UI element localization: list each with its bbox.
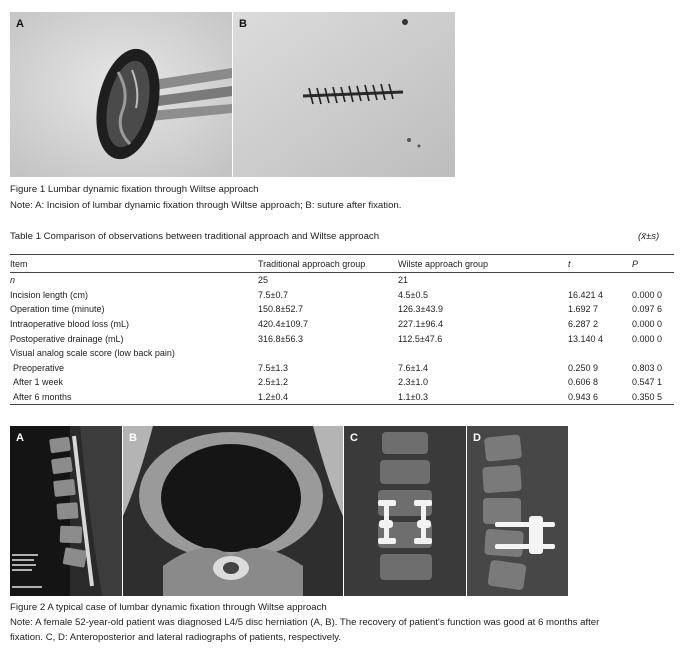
table-cell: 0.547 1	[632, 377, 663, 388]
table-cell: 13.140 4	[568, 333, 604, 344]
table-cell: Intraoperative blood loss (mL)	[10, 319, 130, 330]
table-row	[10, 331, 674, 346]
table-cell: 420.4±109.7	[258, 319, 308, 330]
figure2-panel-a-label: A	[16, 432, 24, 444]
table-cell: 1.692 7	[568, 304, 599, 315]
table-cell: 21	[398, 275, 409, 286]
figure1-panel-a-label: A	[16, 18, 24, 30]
table-cell	[258, 346, 398, 361]
table-cell	[568, 273, 632, 288]
table-cell: After 1 week	[13, 377, 64, 388]
table-cell	[632, 273, 674, 288]
table-cell: 7.5±1.3	[258, 362, 288, 373]
figure1-caption-note: Note: A: Incision of lumbar dynamic fixation through Wiltse approach; B: suture after fixation.	[10, 200, 402, 211]
table-cell: 0.000 0	[632, 333, 663, 344]
lateral-radiograph	[467, 426, 568, 596]
table-row	[10, 317, 674, 332]
table-cell: 2.5±1.2	[258, 377, 288, 388]
table-cell: 316.8±56.3	[258, 333, 303, 344]
table-cell: 0.000 0	[632, 319, 663, 330]
table-row	[10, 273, 674, 288]
table-cell: 7.5±0.7	[258, 289, 288, 300]
table-cell: 227.1±96.4	[398, 319, 443, 330]
figure2-panel-d-label: D	[473, 432, 481, 444]
figure2-panel-d	[467, 426, 568, 596]
table-cell: 1.1±0.3	[398, 390, 568, 405]
table-cell: n	[10, 275, 16, 286]
table-cell: Postoperative drainage (mL)	[10, 333, 124, 344]
table-row	[10, 346, 674, 361]
table1-header-p: P	[632, 255, 674, 273]
table-cell: 0.943 6	[568, 390, 632, 405]
table-cell: 4.5±0.5	[398, 289, 428, 300]
figure2-panel-a	[10, 426, 122, 596]
axial-mri	[123, 426, 343, 596]
table-cell: 7.6±1.4	[398, 362, 428, 373]
table-row	[10, 361, 674, 376]
table-cell: 6.287 2	[568, 319, 599, 330]
table-cell: After 6 months	[10, 390, 258, 405]
table-cell: 0.250 9	[568, 362, 599, 373]
table-cell: Preoperative	[13, 362, 65, 373]
table-cell: 112.5±47.6	[398, 333, 443, 344]
table-row	[10, 302, 674, 317]
table-row	[10, 375, 674, 390]
table1-unit: (x̄±s)	[638, 231, 660, 242]
table-cell: 0.803 0	[632, 362, 663, 373]
table-cell: Incision length (cm)	[10, 289, 89, 300]
table-row	[10, 390, 674, 405]
table-cell: 126.3±43.9	[398, 304, 443, 315]
table-cell: 25	[258, 275, 269, 286]
table1-header-wiltse: Wilste approach group	[398, 255, 568, 273]
table-cell	[632, 346, 674, 361]
sagittal-mri	[10, 426, 122, 596]
figure2-panel-c-label: C	[350, 432, 358, 444]
table1-header-item: Item	[10, 255, 258, 273]
table-cell: Visual analog scale score (low back pain)	[10, 348, 175, 359]
table-cell	[398, 346, 568, 361]
table-cell: 0.097 6	[632, 304, 663, 315]
table-cell	[568, 346, 632, 361]
figure1-caption-title: Figure 1 Lumbar dynamic fixation through Wiltse approach	[10, 184, 259, 195]
suture-photo	[233, 12, 455, 177]
table-row	[10, 288, 674, 303]
table-cell: 2.3±1.0	[398, 377, 428, 388]
figure1-panel-a	[10, 12, 232, 177]
figure1-panel-b	[233, 12, 455, 177]
figure2-panel-c	[344, 426, 466, 596]
incision-photo	[10, 12, 232, 177]
table-cell: 150.8±52.7	[258, 304, 303, 315]
table-cell: 0.000 0	[632, 289, 663, 300]
table-cell: 0.606 8	[568, 377, 599, 388]
table1-header-row	[10, 255, 674, 273]
table-cell: 1.2±0.4	[258, 390, 398, 405]
figure2-caption-note-line2: fixation. C, D: Anteroposterior and lateral radiographs of patients, respectively.	[10, 632, 341, 643]
figure2-caption-title: Figure 2 A typical case of lumbar dynamic fixation through Wiltse approach	[10, 602, 327, 613]
table1-header-traditional: Traditional approach group	[258, 255, 398, 273]
figure2-panel-b-label: B	[129, 432, 137, 444]
table1-title: Table 1 Comparison of observations between traditional approach and Wiltse approach	[10, 231, 380, 242]
table-cell: Operation time (minute)	[10, 304, 105, 315]
table1-header-t: t	[568, 255, 632, 273]
figure2-panel-b	[123, 426, 343, 596]
table-cell: 16.421 4	[568, 289, 604, 300]
anteroposterior-radiograph	[344, 426, 466, 596]
table-cell: 0.350 5	[632, 390, 674, 405]
figure2-caption-note-line1: Note: A female 52-year-old patient was diagnosed L4/5 disc herniation (A, B). The recovery of patient's function was good at 6 months after	[10, 617, 600, 628]
figure1-panel-b-label: B	[239, 18, 247, 30]
table1	[10, 254, 674, 405]
